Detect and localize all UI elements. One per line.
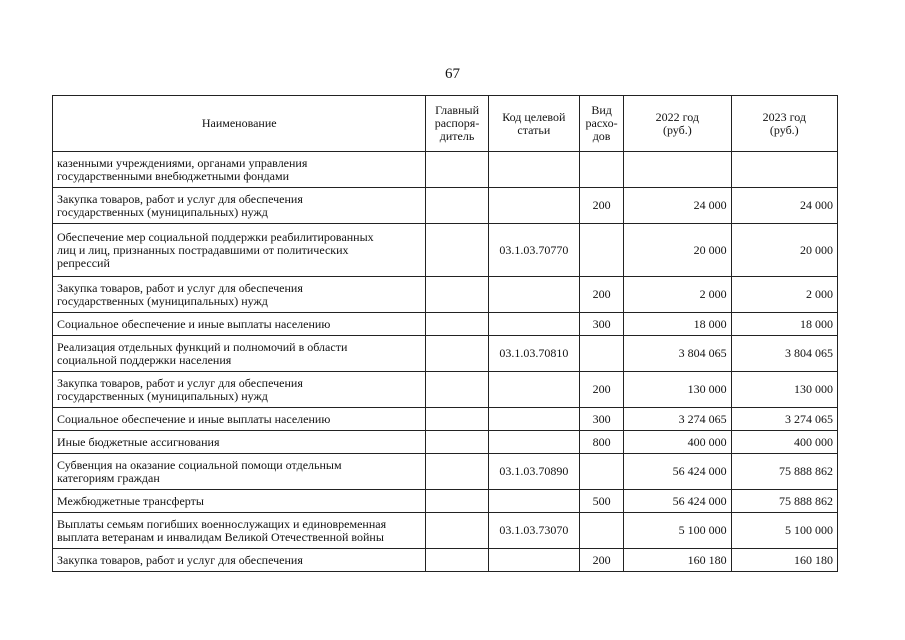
cell-y2022: 56 424 000: [624, 490, 731, 513]
cell-kind: 200: [580, 277, 624, 313]
header-2023-line: (руб.): [769, 122, 799, 137]
cell-manager: [426, 224, 488, 277]
table-row: [53, 372, 838, 408]
cell-kind: 200: [580, 372, 624, 408]
cell-code: 03.1.03.73070: [488, 513, 579, 549]
cell-y2022: 400 000: [624, 431, 731, 454]
cell-kind: [580, 454, 624, 490]
cell-y2023: 75 888 862: [731, 490, 837, 513]
cell-name: [53, 336, 426, 372]
header-kind-line: Вид: [591, 103, 612, 117]
table-row: [53, 313, 838, 336]
cell-kind: [580, 336, 624, 372]
header-name: Наименование: [53, 96, 426, 152]
cell-name-line: лиц и лиц, признанных пострадавшими от политических: [57, 242, 349, 257]
cell-y2023: 2 000: [731, 277, 837, 313]
cell-y2022: 20 000: [624, 224, 731, 277]
cell-name-line: Закупка товаров, работ и услуг для обеспечения: [57, 552, 303, 567]
cell-name-line: Социальное обеспечение и иные выплаты населению: [57, 316, 331, 331]
cell-name: [53, 431, 426, 454]
cell-name-line: Реализация отдельных функций и полномочий в области: [57, 339, 348, 354]
table-row: [53, 408, 838, 431]
cell-kind: [580, 513, 624, 549]
cell-name: [53, 152, 426, 188]
cell-code: [488, 277, 579, 313]
header-kind-line: расхо-: [585, 116, 618, 130]
cell-code: 03.1.03.70770: [488, 224, 579, 277]
cell-name-line: социальной поддержки населения: [57, 352, 232, 367]
table-row: [53, 188, 838, 224]
cell-kind: 200: [580, 188, 624, 224]
cell-y2023: 24 000: [731, 188, 837, 224]
cell-name-line: казенными учреждениями, органами управления: [57, 155, 308, 170]
cell-code: [488, 431, 579, 454]
cell-y2023: 3 274 065: [731, 408, 837, 431]
budget-table: [52, 95, 838, 572]
cell-y2022: 3 804 065: [624, 336, 731, 372]
cell-code: [488, 313, 579, 336]
cell-manager: [426, 513, 488, 549]
cell-y2023: 400 000: [731, 431, 837, 454]
cell-name: [53, 408, 426, 431]
cell-y2022: 130 000: [624, 372, 731, 408]
header-2022-line: 2022 год: [655, 109, 700, 124]
table-row: [53, 224, 838, 277]
table-row: [53, 431, 838, 454]
cell-y2022: 24 000: [624, 188, 731, 224]
cell-name-line: государственных (муниципальных) нужд: [57, 293, 268, 308]
cell-y2022: 56 424 000: [624, 454, 731, 490]
cell-y2023: 75 888 862: [731, 454, 837, 490]
header-code-line: Код целевой: [502, 109, 566, 124]
cell-name: [53, 454, 426, 490]
table-body: [53, 152, 838, 572]
cell-manager: [426, 408, 488, 431]
cell-code: [488, 188, 579, 224]
cell-name: [53, 188, 426, 224]
table-row: [53, 549, 838, 572]
cell-code: 03.1.03.70810: [488, 336, 579, 372]
cell-y2022: 18 000: [624, 313, 731, 336]
table-row: [53, 454, 838, 490]
header-code-line: статьи: [517, 122, 551, 137]
table-row: [53, 513, 838, 549]
cell-manager: [426, 372, 488, 408]
header-2022-line: (руб.): [662, 122, 692, 137]
cell-manager: [426, 431, 488, 454]
cell-name-line: государственных (муниципальных) нужд: [57, 204, 268, 219]
cell-manager: [426, 313, 488, 336]
cell-name-line: категориям граждан: [57, 470, 160, 485]
cell-y2022: 3 274 065: [624, 408, 731, 431]
cell-name: [53, 513, 426, 549]
header-manager-line: распоря-: [434, 116, 480, 130]
cell-y2022: 160 180: [624, 549, 731, 572]
header-manager-line: Главный: [435, 103, 479, 117]
table-row: [53, 490, 838, 513]
cell-manager: [426, 454, 488, 490]
cell-name-line: Социальное обеспечение и иные выплаты населению: [57, 411, 331, 426]
cell-y2023: 18 000: [731, 313, 837, 336]
cell-kind: [580, 224, 624, 277]
header-2023: [731, 96, 837, 152]
cell-y2022: 5 100 000: [624, 513, 731, 549]
cell-kind: 300: [580, 408, 624, 431]
cell-code: [488, 152, 579, 188]
cell-manager: [426, 152, 488, 188]
cell-manager: [426, 549, 488, 572]
cell-name: [53, 549, 426, 572]
header-kind: [580, 96, 624, 152]
cell-name: [53, 277, 426, 313]
header-manager: [426, 96, 488, 152]
cell-name-line: репрессий: [57, 255, 110, 270]
cell-y2023: 20 000: [731, 224, 837, 277]
cell-y2023: 160 180: [731, 549, 837, 572]
cell-code: [488, 549, 579, 572]
cell-name: [53, 372, 426, 408]
cell-manager: [426, 277, 488, 313]
cell-name: [53, 224, 426, 277]
cell-code: [488, 490, 579, 513]
table-header-row: [53, 96, 838, 152]
cell-name: [53, 313, 426, 336]
cell-manager: [426, 490, 488, 513]
cell-name-line: выплата ветеранам и инвалидам Великой Отечественной войны: [57, 529, 384, 544]
table-row: [53, 152, 838, 188]
cell-y2022: [624, 152, 731, 188]
cell-name-line: Межбюджетные трансферты: [57, 493, 204, 508]
cell-manager: [426, 336, 488, 372]
cell-name-line: Закупка товаров, работ и услуг для обеспечения: [57, 375, 303, 390]
cell-name-line: Выплаты семьям погибших военнослужащих и единовременная: [57, 516, 387, 531]
table-row: [53, 336, 838, 372]
cell-name: [53, 490, 426, 513]
cell-name-line: государственными внебюджетными фондами: [57, 168, 290, 183]
header-2023-line: 2023 год: [762, 109, 806, 124]
cell-kind: 800: [580, 431, 624, 454]
cell-code: [488, 408, 579, 431]
header-2022: [624, 96, 731, 152]
cell-kind: [580, 152, 624, 188]
cell-y2023: 130 000: [731, 372, 837, 408]
cell-kind: 300: [580, 313, 624, 336]
cell-kind: 200: [580, 549, 624, 572]
cell-kind: 500: [580, 490, 624, 513]
cell-name-line: Закупка товаров, работ и услуг для обеспечения: [57, 280, 303, 295]
cell-manager: [426, 188, 488, 224]
cell-name-line: Субвенция на оказание социальной помощи отдельным: [57, 457, 342, 472]
cell-y2023: [731, 152, 837, 188]
cell-name-line: Обеспечение мер социальной поддержки реабилитированных: [57, 229, 374, 244]
header-manager-line: дитель: [439, 129, 475, 143]
header-code: [488, 96, 579, 152]
cell-code: [488, 372, 579, 408]
cell-code: 03.1.03.70890: [488, 454, 579, 490]
cell-name-line: Закупка товаров, работ и услуг для обеспечения: [57, 191, 303, 206]
cell-y2023: 5 100 000: [731, 513, 837, 549]
header-kind-line: дов: [592, 129, 611, 143]
cell-y2023: 3 804 065: [731, 336, 837, 372]
cell-y2022: 2 000: [624, 277, 731, 313]
cell-name-line: Иные бюджетные ассигнования: [57, 434, 220, 449]
table-row: [53, 277, 838, 313]
page-number: 67: [445, 66, 460, 82]
cell-name-line: государственных (муниципальных) нужд: [57, 388, 268, 403]
